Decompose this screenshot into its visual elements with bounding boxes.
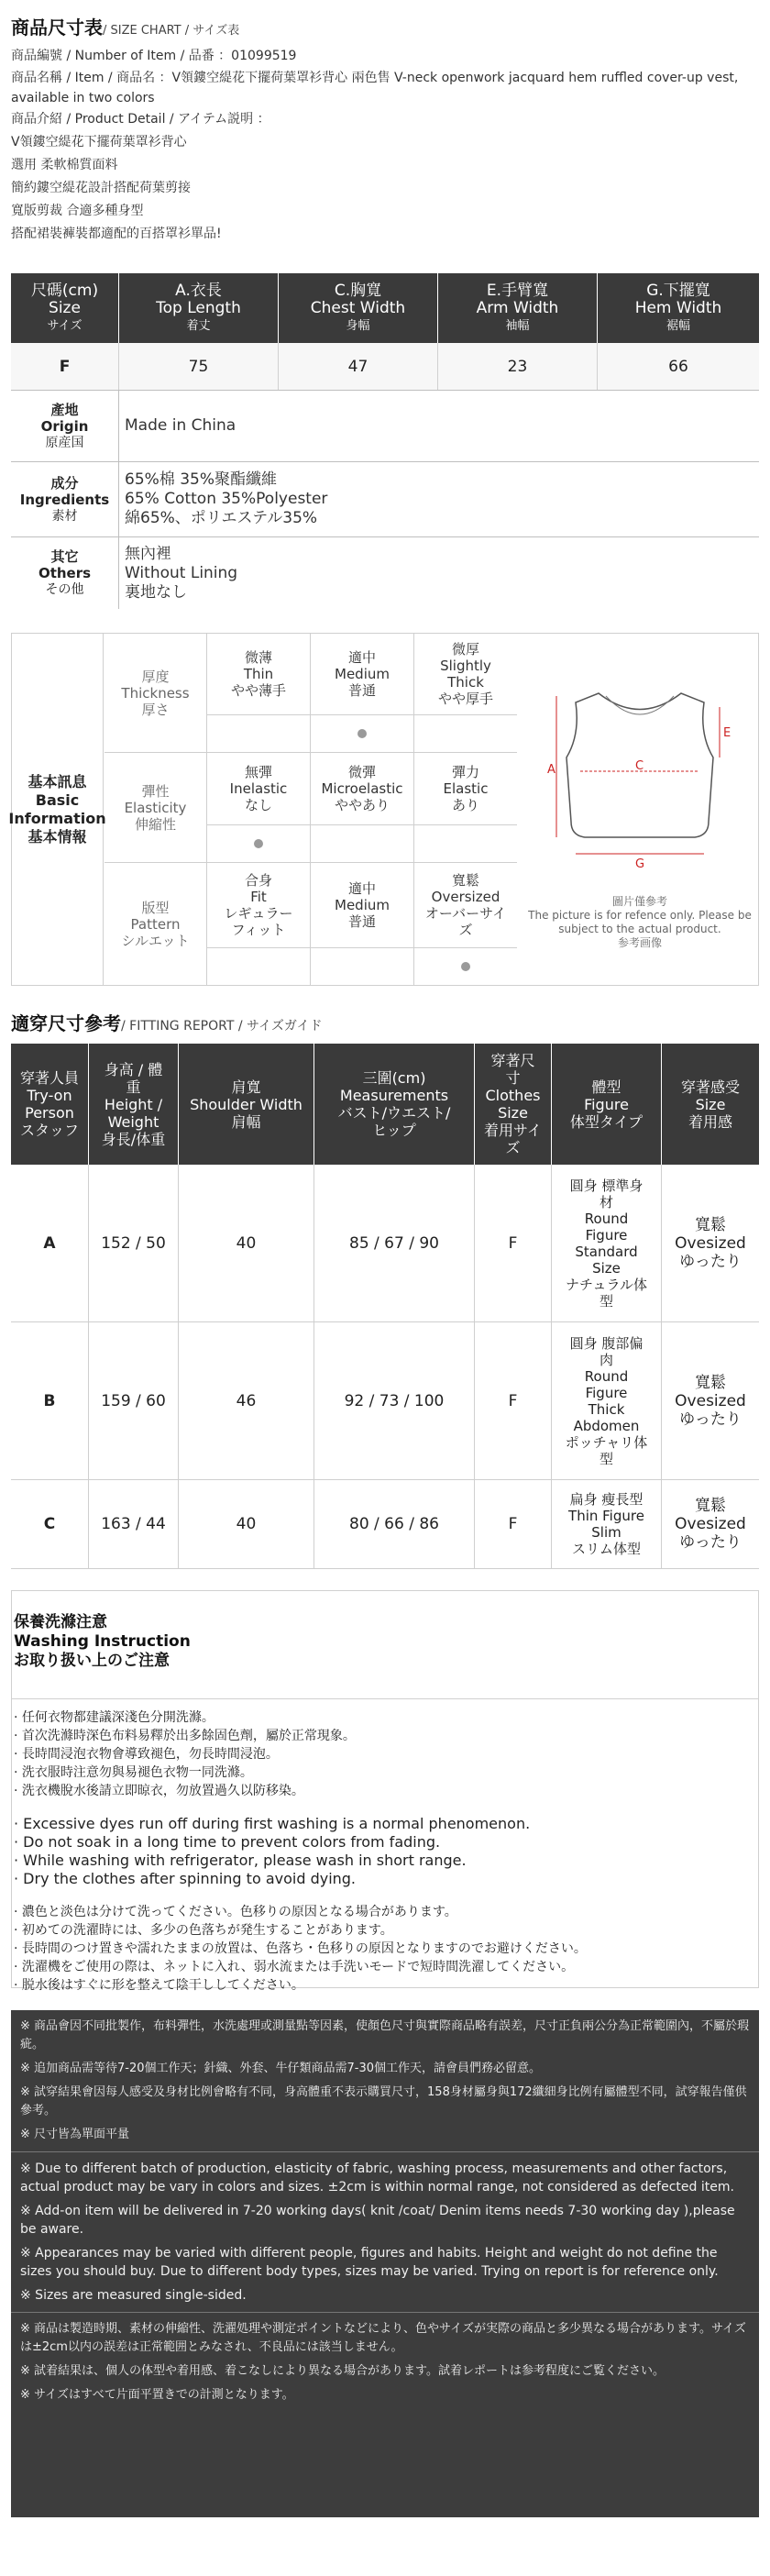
cell-clothes-size: F [475, 1322, 552, 1479]
diagram-label-a: A [547, 763, 556, 777]
elasticity-option-inelastic: 無彈 Inelastic なし [207, 753, 311, 862]
fitting-report-table [11, 1044, 759, 1569]
thickness-option-medium: 適中 Medium 普通 [311, 634, 414, 752]
basic-info-panel [8, 633, 759, 986]
info-line: 選用 柔軟棉質面料 [11, 158, 118, 172]
option-marker [311, 948, 413, 985]
cell-size: F [11, 343, 119, 390]
cell-size-feel: 寬鬆 Ovesized ゆったり [675, 1373, 746, 1429]
cell-height-weight: 152 / 50 [89, 1165, 179, 1321]
option-marker [311, 715, 413, 752]
cell-chest-width: 47 [279, 343, 438, 390]
fitting-row-c [11, 1480, 759, 1569]
fitting-report-title: 適穿尺寸參考/ FITTING REPORT / サイズガイド [11, 1012, 323, 1034]
pattern-option-medium: 適中 Medium 普通 [311, 863, 414, 985]
size-chart-header [11, 273, 759, 343]
header-figure: 體型 Figure 体型タイプ [552, 1044, 662, 1165]
header-top-length: A.衣長 Top Length 着丈 [119, 273, 279, 343]
cell-shoulder: 40 [179, 1165, 314, 1321]
others-value: 無內裡 Without Lining 裏地なし [125, 544, 238, 602]
header-hem-width: G.下擺寬 Hem Width 裾幅 [634, 281, 722, 333]
info-line: V領鏤空緹花下擺荷葉罩衫背心 [11, 135, 187, 149]
option-marker [207, 825, 310, 862]
cell-figure: 圓身 腹部偏 肉 Round Figure Thick Abdomen ポッチャリ体 型 [552, 1322, 662, 1479]
cell-person: A [11, 1165, 89, 1321]
info-line: 商品編號 / Number of Item / 品番 ：01099519 [11, 49, 297, 63]
fitting-row-b [11, 1322, 759, 1480]
origin-row [11, 391, 759, 462]
washing-title: 保養洗滌注意 Washing Instruction お取り扱い上のご注意 [12, 1591, 758, 1699]
washing-instructions [11, 1590, 759, 1993]
header-chest-width: C.胸寬 Chest Width 身幅 [279, 273, 438, 343]
selected-dot-icon [254, 839, 263, 848]
title-sub: / SIZE CHART / サイズ表 [103, 24, 240, 38]
diagram-label-e: E [723, 726, 732, 740]
cell-shoulder: 46 [179, 1322, 314, 1479]
others-row [11, 537, 759, 609]
header-measurements: 三圍(cm) Measurements バスト/ウエスト/ ヒップ [314, 1044, 475, 1165]
option-marker [207, 715, 310, 752]
size-chart-title [11, 13, 759, 39]
elasticity-block [104, 753, 517, 863]
option-marker [414, 715, 517, 752]
size-chart-table [11, 273, 759, 609]
cell-size-feel: 寬鬆 Ovesized ゆったり [675, 1215, 746, 1271]
cell-person: B [11, 1322, 89, 1479]
notes-ja: ※ 商品は製造時期、素材の伸縮性、洗濯処理や測定ポイントなどにより、色やサイズが実際の商品と多少異なる場合があります。サイズは±2cm以内の誤差は正常範囲とみなされ、不良品には該当しません。 ※ 試着結果は、個人の体型や着用感、着こなしにより異なる場合があります。試着レポートは参考程度にご覧ください。 ※ サイズはすべて片面平置きでの計測となります。 [20, 2322, 746, 2402]
notes-zh: ※ 商品會因不同批製作，布料彈性，水洗處理或測量點等因素，使顏色尺寸與實際商品略有誤差，尺寸正負兩公分為正常範圍內，不屬於瑕疵。 ※ 追加商品需等待7-20個工作天；針織、外套、牛仔類商品需7-30個工作天，請會員們務必留意。 ※ 試穿結果會因每人感受及身材比例會略有不同，身高體重不表示購買尺寸，158身材屬身與172纖細身比例有屬體型不同，試穿報告僅供參考。 ※ 尺寸皆為單面平量 [11, 2010, 759, 2152]
diagram-label-g: G [635, 857, 645, 871]
info-line: 商品介紹 / Product Detail / アイテム説明 ： [11, 112, 270, 127]
pattern-label: 版型 Pattern シルエット [104, 863, 207, 985]
cell-clothes-size: F [475, 1165, 552, 1321]
cell-clothes-size: F [475, 1480, 552, 1568]
info-line: 寬版剪裁 合適多種身型 [11, 204, 144, 218]
selected-dot-icon [461, 962, 470, 971]
origin-value: Made in China [125, 416, 236, 435]
cell-figure: 扁身 瘦長型 Thin Figure Slim スリム体型 [552, 1480, 662, 1568]
header-size: 尺碼(cm) Size サイズ [11, 273, 119, 343]
cell-figure: 圓身 標準身 材 Round Figure Standard Size ナチュラル体 型 [552, 1165, 662, 1321]
title-main: 商品尺寸表 [11, 17, 103, 39]
header-height-weight: 身高 / 體 重 Height / Weight 身長/体重 [89, 1044, 179, 1165]
cell-height-weight: 163 / 44 [89, 1480, 179, 1568]
washing-ja: · 濃色と淡色は分けて洗ってください。色移りの原因となる場合があります。 · 初めての洗濯時には、多少の色落ちが発生することがあります。 · 長時間のつけ置きや濡れたままの放置は、色落ち・色移りの原因となりますのでお避けください。 · 洗濯機をご使用の際は、ネットに入れ、弱水流または手洗いモードで短時間洗濯してください。 · 脱水後はすぐに形を整えて陰干ししてください。 [14, 1905, 587, 1993]
header-arm-width: E.手臂寬 Arm Width 袖幅 [438, 273, 598, 343]
info-line: 簡約鏤空緹花設計搭配荷葉剪接 [11, 181, 191, 195]
diagram-label-c: C [635, 759, 644, 773]
cell-top-length: 75 [119, 343, 279, 390]
thickness-block [104, 634, 517, 753]
thickness-option-thick: 微厚 Slightly Thick やや厚手 [414, 634, 517, 752]
size-row-f [11, 343, 759, 391]
selected-dot-icon [358, 729, 367, 738]
cell-measurements: 85 / 67 / 90 [314, 1165, 475, 1321]
cell-hem-width: 66 [668, 357, 688, 376]
vest-outline-icon [525, 670, 754, 881]
cell-person: C [11, 1480, 89, 1568]
diagram-caption: 圖片僅參考 The picture is for refence only. Please be subject to the actual product. 参考画像 [528, 895, 752, 949]
ingredients-value: 65%棉 35%聚酯纖維 65% Cotton 35%Polyester 綿65%、ポリエステル35% [125, 470, 328, 527]
fitting-row-a [11, 1165, 759, 1322]
thickness-label: 厚度 Thickness 厚さ [104, 634, 207, 752]
cell-shoulder: 40 [179, 1480, 314, 1568]
option-marker [414, 825, 517, 862]
basic-info-label: 基本訊息 Basic Information 基本情報 [12, 634, 104, 985]
elasticity-option-micro: 微彈 Microelastic ややあり [311, 753, 414, 862]
notes-panel [11, 2010, 759, 2517]
pattern-block [104, 863, 517, 985]
pattern-option-fit: 合身 Fit レギュラー フィット [207, 863, 311, 985]
fitting-header [11, 1044, 759, 1165]
washing-zh: · 任何衣物都建議深淺色分開洗滌。 · 首次洗滌時深色布料易釋於出多餘固色劑，屬於正常現象。 · 長時間浸泡衣物會導致褪色，勿長時間浸泡。 · 洗衣服時注意勿與易褪色衣物一同洗滌。 · 洗衣機脫水後請立即晾衣，勿放置過久以防移染。 [14, 1710, 356, 1798]
garment-diagram [525, 670, 754, 982]
origin-label: 產地 Origin 原産国 [11, 391, 119, 461]
notes-en: ※ Due to different batch of production, elasticity of fabric, washing process, measurements and other factors, actual product may be vary in colors and sizes. ±2cm is within normal range, not considered as defected item. ※ Add-on item will be delivered in 7-20 working days( knit /coat/ Denim items needs 7-30 working day ),please be aware. ※ Appearances may be varied with different people, figures and habits. Height and weight do not define the sizes you should buy. Due to different body types, sizes may be varied. Trying on report is for reference only. ※ Sizes are measured single-sided. [11, 2152, 759, 2313]
product-header [11, 13, 759, 246]
info-line: 商品名稱 / Item / 商品名 ：V領鏤空緹花下擺荷葉罩衫背心 兩色售 V-neck openwork jacquard hem ruffled cover-up vest, available in two colors [11, 71, 739, 105]
cell-height-weight: 159 / 60 [89, 1322, 179, 1479]
info-line: 搭配裙裝褲裝都適配的百搭罩衫單品! [11, 227, 222, 241]
ingredients-label: 成分 Ingredients 素材 [11, 462, 119, 536]
option-marker [414, 948, 517, 985]
cell-measurements: 80 / 66 / 86 [314, 1480, 475, 1568]
elasticity-option-elastic: 彈力 Elastic あり [414, 753, 517, 862]
cell-size-feel: 寬鬆 Ovesized ゆったり [675, 1497, 746, 1552]
pattern-option-oversized: 寬鬆 Oversized オーバーサイ ズ [414, 863, 517, 985]
header-clothes-size: 穿著尺 寸 Clothes Size 着用サイ ズ [475, 1044, 552, 1165]
option-marker [207, 948, 310, 985]
thickness-option-thin: 微薄 Thin やや薄手 [207, 634, 311, 752]
product-info [11, 45, 759, 246]
elasticity-label: 彈性 Elasticity 伸縮性 [104, 753, 207, 862]
cell-measurements: 92 / 73 / 100 [314, 1322, 475, 1479]
ingredients-row [11, 462, 759, 537]
cell-arm-width: 23 [438, 343, 598, 390]
washing-en: · Excessive dyes run off during first washing is a normal phenomenon. · Do not soak in a long time to prevent colors from fading. · While washing with refrigerator, please wash in short range. · Dry the clothes after spinning to avoid dying. [14, 1815, 531, 1887]
others-label: 其它 Others その他 [11, 537, 119, 609]
header-shoulder: 肩寬 Shoulder Width 肩幅 [179, 1044, 314, 1165]
header-person: 穿著人員 Try-on Person スタッフ [11, 1044, 89, 1165]
header-size-feel: 穿著感受 Size 着用感 [680, 1078, 740, 1131]
option-marker [311, 825, 413, 862]
